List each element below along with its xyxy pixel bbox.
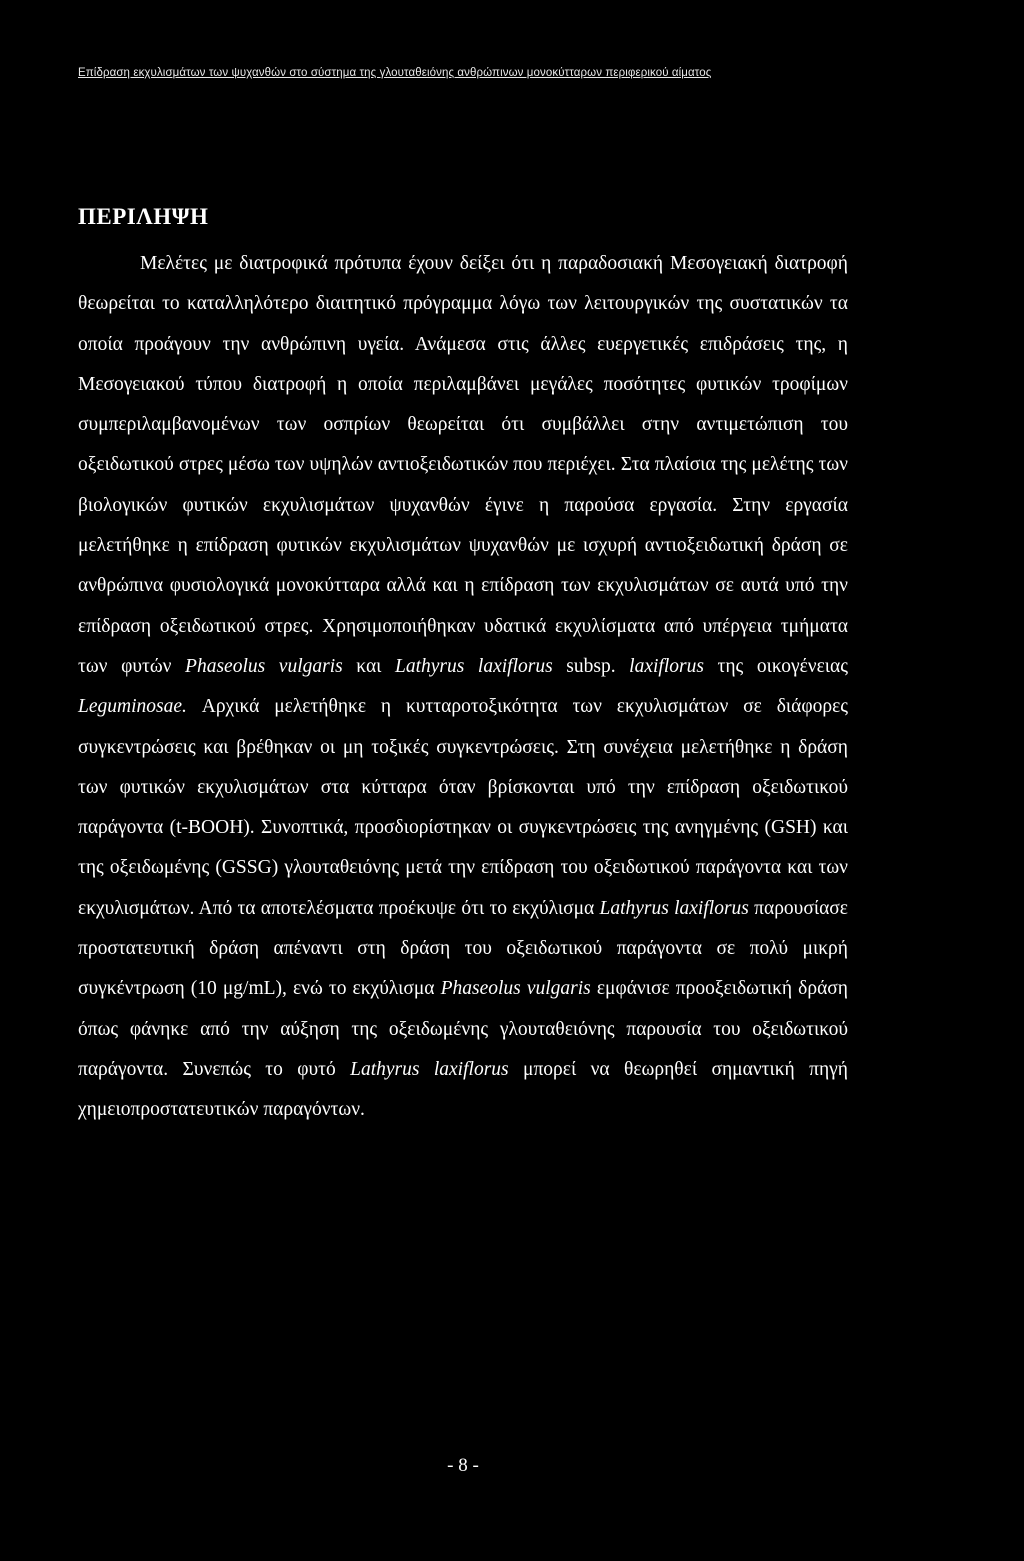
subspecies-name: laxiflorus <box>629 655 704 677</box>
abstract-text: και <box>342 655 395 677</box>
species-name: Lathyrus laxiflorus <box>395 655 553 677</box>
abstract-text: Μελέτες με διατροφικά πρότυπα έχουν δείξει ότι η παραδοσιακή Μεσογειακή διατροφή θεωρείται το καταλληλότερο διαιτητικό πρόγραμμα λόγω των λειτουργικών της συστατικών τα οποία προάγουν την ανθρώπινη υγεία. Ανάμεσα στις άλλες ευεργετικές επιδράσεις της, η Μεσογειακού τύπου διατροφή η οποία περιλαμβάνει μεγάλες ποσότητες φυτικών τροφίμων συμπεριλαμβανομένων των οσπρίων θεωρείται ότι συμβάλλει στην αντιμετώπιση του οξειδωτικού στρες μέσω των υψηλών αντιοξειδωτικών που περιέχει. Στα πλαίσια της μελέτης των βιολογικών φυτικών εκχυλισμάτων ψυχανθών έγινε η παρούσα εργασία. Στην εργασία μελετήθηκε η επίδραση φυτικών εκχυλισμάτων ψυχανθών με ισχυρή αντιοξειδωτική δράση σε ανθρώπινα φυσιολογικά μονοκύτταρα αλλά και η επίδραση των εκχυλισμάτων σε αυτά υπό την επίδραση οξειδωτικού στρες. Χρησιμοποιήθηκαν υδατικά εκχυλίσματα από υπέργεια τμήματα των φυτών <box>78 253 848 677</box>
species-name: Lathyrus laxiflorus <box>350 1058 509 1080</box>
family-name: Leguminosae. <box>78 696 187 718</box>
abstract-text: της οικογένειας <box>703 655 848 677</box>
abstract-text: παρουσίασε προστατευτική δράση απέναντι στη δράση του οξειδωτικού παράγοντα σε πολύ μικρή συγκέντρωση (10 μg/mL), ενώ το εκχύλισμα <box>78 897 849 1000</box>
abstract-text: εμφάνισε προοξειδωτική δράση όπως φάνηκε από την αύξηση της οξειδωμένης γλουταθειόνης παρουσία του οξειδωτικού παράγοντα. Συνεπώς το φυτό <box>78 978 849 1080</box>
abstract-text: μπορεί να θεωρηθεί σημαντική πηγή χημειοπροστατευτικών παραγόντων. <box>78 1058 848 1121</box>
species-name: Phaseolus vulgaris <box>185 655 343 677</box>
abstract-text: Αρχικά μελετήθηκε η κυτταροτοξικότητα των εκχυλισμάτων σε διάφορες συγκεντρώσεις και βρέθηκαν οι μη τοξικές συγκεντρώσεις. Στη συνέχεια μελετήθηκε η δράση των φυτικών εκχυλισμάτων στα κύτταρα όταν βρίσκονται υπό την επίδραση οξειδωτικού παράγοντα (t-BOOH). Συνοπτικά, προσδιορίστηκαν οι συγκεντρώσεις της ανηγμένης (GSH) και της οξειδωμένης (GSSG) γλουταθειόνης μετά την επίδραση του οξειδωτικού παράγοντα και των εκχυλισμάτων. Από τα αποτελέσματα προέκυψε ότι το εκχύλισμα <box>78 696 848 919</box>
running-header: Επίδραση εκχυλισμάτων των ψυχανθών στο σύστημα της γλουταθειόνης ανθρώπινων μονοκύτταρων περιφερικού αίματος <box>78 67 712 79</box>
section-title: ΠΕΡΙΛΗΨΗ <box>78 204 209 229</box>
page-number: - 8 - <box>447 1455 479 1476</box>
abstract-paragraph <box>78 244 848 1131</box>
species-name: Lathyrus laxiflorus <box>599 897 749 919</box>
abstract-text: subsp. <box>552 655 630 677</box>
species-name: Phaseolus vulgaris <box>440 978 591 1000</box>
